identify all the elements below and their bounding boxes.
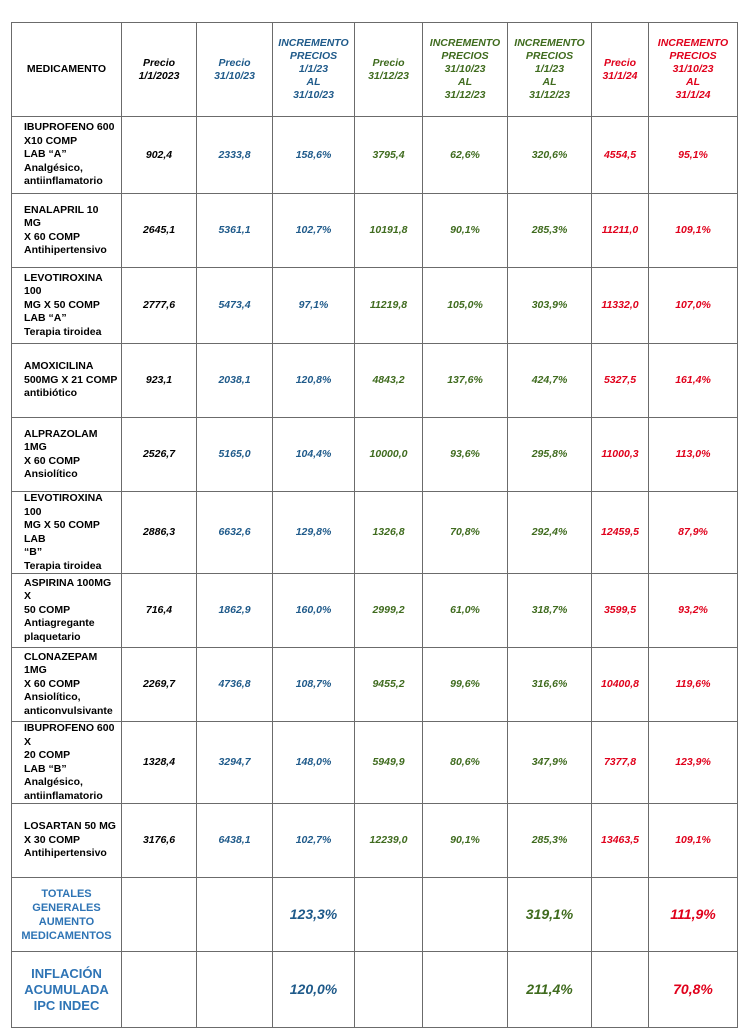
medicine-name-line: 20 COMP [24, 749, 71, 761]
header-incremento-b [423, 23, 508, 117]
medicine-name-line: MG X 50 COMP LAB [24, 519, 100, 545]
header-line: PRECIOS [525, 50, 574, 62]
price-31-10-23-cell: 5473,4 [197, 268, 273, 344]
totals-row-label-line: AUMENTO [38, 915, 95, 928]
totals-row [12, 878, 738, 952]
increment-b-cell: 70,8% [423, 492, 508, 574]
medicine-name-cell [12, 418, 122, 492]
empty-cell [122, 952, 197, 1028]
inflation-row-increment-c: 211,4% [508, 952, 592, 1028]
header-precio-1-1-2023 [122, 23, 197, 117]
increment-b-cell: 90,1% [423, 804, 508, 878]
inflation-row-label-line: ACUMULADA [24, 981, 109, 997]
increment-a-cell: 120,8% [273, 344, 355, 418]
price-31-1-24-cell: 5327,5 [592, 344, 649, 418]
medicine-name-line: X10 COMP [24, 134, 78, 147]
header-line: 31/12/23 [529, 89, 570, 101]
table-row [12, 418, 738, 492]
header-line: 31/12/23 [368, 69, 409, 82]
header-line: AL [458, 76, 472, 88]
medicine-name-cell [12, 722, 122, 804]
medicine-name-cell [12, 268, 122, 344]
increment-c-cell: 295,8% [508, 418, 592, 492]
header-line: INCREMENTO [429, 37, 501, 49]
medicine-name-line: X 30 COMP [24, 833, 81, 846]
totals-row-increment-a: 123,3% [273, 878, 355, 952]
price-31-1-24-cell: 7377,8 [592, 722, 649, 804]
increment-a-cell: 158,6% [273, 117, 355, 194]
price-31-12-23-cell: 3795,4 [355, 117, 423, 194]
increment-c-cell: 347,9% [508, 722, 592, 804]
medicine-name-line: ENALAPRIL 10 MG [24, 203, 99, 229]
increment-a-cell: 102,7% [273, 194, 355, 268]
header-line: AL [542, 76, 557, 88]
medicine-name-line: ASPIRINA 100MG X [24, 576, 112, 603]
empty-cell [423, 952, 508, 1028]
increment-a-cell: 108,7% [273, 648, 355, 722]
medicine-name-line: X 60 COMP [24, 454, 81, 467]
increment-c-cell: 424,7% [508, 344, 592, 418]
price-31-12-23-cell: 12239,0 [355, 804, 423, 878]
medicine-name-line: Analgésico, [24, 776, 83, 788]
price-31-12-23-cell: 4843,2 [355, 344, 423, 418]
medicine-name-line: Ansiolítico, [24, 691, 81, 704]
increment-d-cell: 113,0% [649, 418, 738, 492]
medicine-name-line: Analgésico, [24, 161, 83, 174]
medicine-name-line: CLONAZEPAM 1MG [24, 650, 98, 677]
totals-row-label-line: GENERALES [32, 901, 101, 914]
table-row [12, 804, 738, 878]
increment-c-cell: 292,4% [508, 492, 592, 574]
increment-a-cell: 160,0% [273, 574, 355, 648]
medicine-name-line: 500MG X 21 COMP [24, 373, 118, 386]
header-line: Precio [603, 56, 637, 69]
header-line: 31/10/23 [293, 89, 334, 101]
header-line: 1/1/2023 [138, 69, 180, 82]
price-31-10-23-cell: 4736,8 [197, 648, 273, 722]
increment-d-cell: 87,9% [649, 492, 738, 574]
medicine-name-cell [12, 117, 122, 194]
header-line: 31/12/23 [444, 89, 486, 101]
increment-b-cell: 137,6% [423, 344, 508, 418]
table-row [12, 117, 738, 194]
table-row [12, 648, 738, 722]
price-1-1-2023-cell: 2645,1 [122, 194, 197, 268]
header-line: PRECIOS [441, 50, 489, 62]
increment-c-cell: 285,3% [508, 804, 592, 878]
medicine-name-line: IBUPROFENO 600 X [24, 722, 115, 748]
price-31-1-24-cell: 11000,3 [592, 418, 649, 492]
price-31-1-24-cell: 13463,5 [592, 804, 649, 878]
medicine-name-line: LEVOTIROXINA 100 [24, 492, 103, 518]
header-precio-31-1-24 [592, 23, 649, 117]
price-1-1-2023-cell: 716,4 [122, 574, 197, 648]
medicine-name-cell [12, 492, 122, 574]
medicine-name-line: antiinflamatorio [24, 789, 103, 802]
medicine-name-cell [12, 344, 122, 418]
medicine-name-line: Ansiolítico [24, 468, 78, 480]
increment-a-cell: 148,0% [273, 722, 355, 804]
header-medicamento [12, 23, 122, 117]
header-row [12, 23, 738, 117]
increment-b-cell: 93,6% [423, 418, 508, 492]
medicine-name-line: anticonvulsivante [24, 704, 113, 717]
price-31-10-23-cell: 2333,8 [197, 117, 273, 194]
header-line: 31/10/23 [214, 69, 255, 82]
inflation-row-label-line: INFLACIÓN [31, 965, 102, 981]
medicine-name-line: Terapia tiroidea [24, 559, 102, 572]
medicine-name-line: LAB “A” [24, 312, 67, 325]
price-31-12-23-cell: 2999,2 [355, 574, 423, 648]
price-1-1-2023-cell: 923,1 [122, 344, 197, 418]
inflation-row-increment-a: 120,0% [273, 952, 355, 1028]
header-line: 31/10/23 [672, 63, 714, 75]
totals-row-increment-d: 111,9% [649, 878, 738, 952]
table-row [12, 492, 738, 574]
price-31-1-24-cell: 3599,5 [592, 574, 649, 648]
increment-d-cell: 93,2% [649, 574, 738, 648]
medicine-name-line: plaquetario [24, 630, 81, 643]
price-1-1-2023-cell: 3176,6 [122, 804, 197, 878]
medicine-name-line: LOSARTAN 50 MG [24, 820, 116, 833]
medicine-name-cell [12, 804, 122, 878]
header-line: 1/1/23 [534, 63, 565, 75]
medicine-name-line: X 60 COMP [24, 677, 81, 690]
header-line: Precio [142, 56, 176, 69]
header-line: AL [306, 76, 321, 88]
header-precio-31-12-23 [355, 23, 423, 117]
empty-cell [122, 878, 197, 952]
increment-d-cell: 109,1% [649, 194, 738, 268]
medicine-name-line: MG X 50 COMP [24, 298, 100, 311]
empty-cell [355, 878, 423, 952]
medicine-name-line: Antihipertensivo [24, 244, 107, 256]
medicine-name-line: Antiagregante [24, 617, 95, 630]
header-label: MEDICAMENTO [26, 63, 107, 75]
price-1-1-2023-cell: 2526,7 [122, 418, 197, 492]
totals-row-label-line: TOTALES [41, 887, 92, 900]
price-31-12-23-cell: 10000,0 [355, 418, 423, 492]
medicine-name-line: Antihipertensivo [24, 847, 107, 860]
medicine-name-line: LEVOTIROXINA 100 [24, 271, 103, 298]
increment-a-cell: 97,1% [273, 268, 355, 344]
price-1-1-2023-cell: 902,4 [122, 117, 197, 194]
medicine-name-line: IBUPROFENO 600 [24, 121, 115, 134]
increment-d-cell: 95,1% [649, 117, 738, 194]
header-line: 31/1/24 [675, 89, 711, 101]
price-1-1-2023-cell: 2269,7 [122, 648, 197, 722]
price-31-1-24-cell: 4554,5 [592, 117, 649, 194]
price-31-10-23-cell: 3294,7 [197, 722, 273, 804]
medicine-name-line: “B” [24, 546, 43, 558]
header-incremento-d [649, 23, 738, 117]
increment-b-cell: 99,6% [423, 648, 508, 722]
medicine-name-line: X 60 COMP [24, 230, 81, 243]
inflation-row [12, 952, 738, 1028]
table-row [12, 574, 738, 648]
medicine-name-line: ALPRAZOLAM 1MG [24, 427, 98, 453]
increment-d-cell: 161,4% [649, 344, 738, 418]
empty-cell [592, 878, 649, 952]
increment-b-cell: 90,1% [423, 194, 508, 268]
medicine-name-line: LAB “A” [24, 148, 67, 161]
medicine-name-cell [12, 574, 122, 648]
increment-d-cell: 107,0% [649, 268, 738, 344]
header-line: INCREMENTO [657, 37, 729, 49]
price-31-10-23-cell: 2038,1 [197, 344, 273, 418]
price-1-1-2023-cell: 2886,3 [122, 492, 197, 574]
header-line: Precio [372, 56, 405, 69]
header-precio-31-10-23 [197, 23, 273, 117]
increment-a-cell: 102,7% [273, 804, 355, 878]
price-31-10-23-cell: 1862,9 [197, 574, 273, 648]
totals-row-label [12, 878, 122, 952]
empty-cell [592, 952, 649, 1028]
increment-a-cell: 104,4% [273, 418, 355, 492]
medicine-name-line: Terapia tiroidea [24, 325, 102, 338]
increment-c-cell: 318,7% [508, 574, 592, 648]
header-line: 31/10/23 [444, 63, 486, 75]
increment-d-cell: 119,6% [649, 648, 738, 722]
header-line: INCREMENTO [278, 37, 349, 49]
price-31-10-23-cell: 6632,6 [197, 492, 273, 574]
inflation-row-label-line: IPC INDEC [33, 997, 100, 1013]
increment-d-cell: 123,9% [649, 722, 738, 804]
table-row [12, 344, 738, 418]
price-1-1-2023-cell: 2777,6 [122, 268, 197, 344]
medicine-name-line: LAB “B” [24, 762, 67, 775]
header-line: 1/1/23 [298, 63, 329, 75]
medicine-name-line: AMOXICILINA [24, 360, 94, 373]
totals-row-increment-c: 319,1% [508, 878, 592, 952]
inflation-row-increment-d: 70,8% [649, 952, 738, 1028]
header-line: PRECIOS [289, 50, 338, 62]
price-31-12-23-cell: 1326,8 [355, 492, 423, 574]
empty-cell [355, 952, 423, 1028]
medicine-name-line: antiinflamatorio [24, 175, 103, 188]
price-31-12-23-cell: 10191,8 [355, 194, 423, 268]
increment-c-cell: 303,9% [508, 268, 592, 344]
empty-cell [423, 878, 508, 952]
header-line: 31/1/24 [602, 69, 638, 82]
increment-b-cell: 105,0% [423, 268, 508, 344]
medicine-name-cell [12, 194, 122, 268]
increment-b-cell: 62,6% [423, 117, 508, 194]
price-31-1-24-cell: 11332,0 [592, 268, 649, 344]
totals-row-label-line: MEDICAMENTOS [21, 929, 112, 942]
price-31-1-24-cell: 12459,5 [592, 492, 649, 574]
price-31-1-24-cell: 11211,0 [592, 194, 649, 268]
header-line: PRECIOS [669, 50, 717, 62]
header-line: AL [686, 76, 700, 88]
header-line: INCREMENTO [514, 37, 585, 49]
price-31-12-23-cell: 11219,8 [355, 268, 423, 344]
header-incremento-c [508, 23, 592, 117]
inflation-row-label [12, 952, 122, 1028]
increment-c-cell: 285,3% [508, 194, 592, 268]
empty-cell [197, 952, 273, 1028]
price-31-10-23-cell: 5361,1 [197, 194, 273, 268]
price-31-12-23-cell: 5949,9 [355, 722, 423, 804]
price-comparison-table [11, 22, 738, 1028]
increment-a-cell: 129,8% [273, 492, 355, 574]
table-row [12, 268, 738, 344]
table-row [12, 194, 738, 268]
header-line: Precio [218, 56, 251, 69]
price-1-1-2023-cell: 1328,4 [122, 722, 197, 804]
table-row [12, 722, 738, 804]
medicine-name-line: antibiótico [24, 387, 78, 400]
header-incremento-a [273, 23, 355, 117]
price-31-10-23-cell: 5165,0 [197, 418, 273, 492]
increment-c-cell: 316,6% [508, 648, 592, 722]
medicine-name-line: 50 COMP [24, 603, 71, 616]
increment-b-cell: 61,0% [423, 574, 508, 648]
price-31-1-24-cell: 10400,8 [592, 648, 649, 722]
price-31-10-23-cell: 6438,1 [197, 804, 273, 878]
increment-c-cell: 320,6% [508, 117, 592, 194]
medicine-name-cell [12, 648, 122, 722]
increment-b-cell: 80,6% [423, 722, 508, 804]
price-31-12-23-cell: 9455,2 [355, 648, 423, 722]
increment-d-cell: 109,1% [649, 804, 738, 878]
empty-cell [197, 878, 273, 952]
